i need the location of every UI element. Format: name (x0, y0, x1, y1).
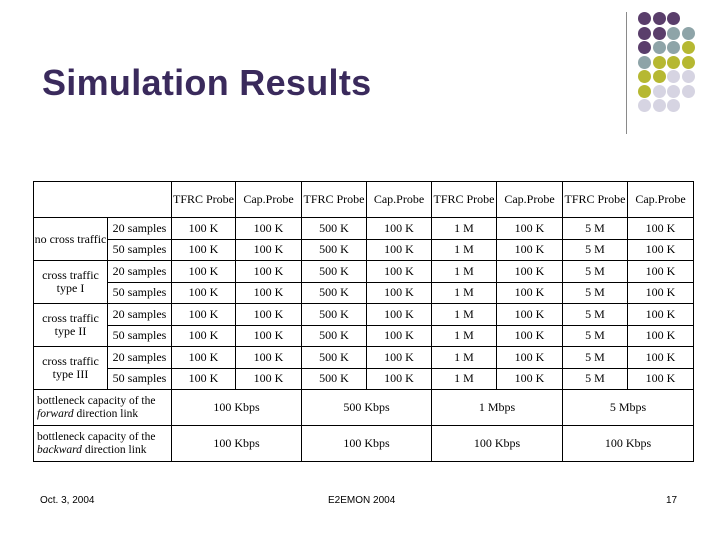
value-cell: 100 K (497, 261, 563, 283)
value-cell: 100 K (172, 282, 236, 304)
value-cell: 5 M (563, 261, 628, 283)
decorative-dot (638, 12, 651, 25)
decorative-dot (667, 85, 680, 98)
table-row (34, 325, 694, 347)
column-header: Cap.Probe (236, 182, 302, 218)
decorative-dot (653, 12, 666, 25)
decorative-dot (638, 27, 651, 40)
value-cell: 5 M (563, 325, 628, 347)
value-cell: 100 K (628, 239, 694, 261)
value-cell: 100 K (172, 304, 236, 326)
decorative-dot (667, 56, 680, 69)
value-cell: 500 K (302, 218, 367, 240)
sample-count-cell: 50 samples (108, 325, 172, 347)
value-cell: 100 K (236, 304, 302, 326)
decorative-dot (638, 85, 651, 98)
decorative-dot (682, 85, 695, 98)
bottleneck-row (34, 426, 694, 462)
decorative-dot (653, 27, 666, 40)
value-cell: 5 M (563, 347, 628, 369)
decorative-dot (682, 70, 695, 83)
row-group-label: no cross traffic (34, 218, 108, 261)
bottleneck-label-prefix: bottleneck capacity of the (37, 430, 156, 443)
value-cell: 1 M (432, 304, 497, 326)
bottleneck-value: 100 Kbps (432, 426, 563, 462)
column-header: TFRC Probe (432, 182, 497, 218)
table-row (34, 347, 694, 369)
column-header: Cap.Probe (628, 182, 694, 218)
decorative-dot (653, 99, 666, 112)
bottleneck-value: 1 Mbps (432, 390, 563, 426)
value-cell: 100 K (172, 325, 236, 347)
decorative-dot (638, 41, 651, 54)
value-cell: 100 K (628, 218, 694, 240)
decorative-dot (667, 70, 680, 83)
value-cell: 5 M (563, 368, 628, 390)
table-row (34, 261, 694, 283)
column-header: Cap.Probe (367, 182, 432, 218)
row-group-label: cross traffic type I (34, 261, 108, 304)
bottleneck-label-prefix: bottleneck capacity of the (37, 394, 156, 407)
value-cell: 100 K (172, 368, 236, 390)
value-cell: 100 K (497, 239, 563, 261)
value-cell: 100 K (628, 304, 694, 326)
decorative-dot (653, 56, 666, 69)
value-cell: 100 K (236, 218, 302, 240)
value-cell: 100 K (497, 282, 563, 304)
value-cell: 100 K (497, 325, 563, 347)
value-cell: 1 M (432, 347, 497, 369)
column-header: TFRC Probe (302, 182, 367, 218)
value-cell: 100 K (236, 282, 302, 304)
value-cell: 500 K (302, 261, 367, 283)
value-cell: 100 K (172, 239, 236, 261)
value-cell: 100 K (236, 368, 302, 390)
bottleneck-direction: backward (37, 443, 82, 456)
value-cell: 100 K (628, 261, 694, 283)
value-cell: 1 M (432, 261, 497, 283)
bottleneck-label-suffix: direction link (81, 443, 147, 456)
bottleneck-row (34, 390, 694, 426)
value-cell: 100 K (367, 261, 432, 283)
row-group-label: cross traffic type II (34, 304, 108, 347)
value-cell: 100 K (236, 239, 302, 261)
value-cell: 100 K (367, 304, 432, 326)
bottleneck-label-suffix: direction link (73, 407, 139, 420)
bottleneck-direction: forward (37, 407, 74, 420)
value-cell: 100 K (367, 282, 432, 304)
value-cell: 1 M (432, 368, 497, 390)
bottleneck-label (34, 390, 172, 426)
footer-date: Oct. 3, 2004 (40, 495, 95, 506)
bottleneck-value: 100 Kbps (172, 426, 302, 462)
value-cell: 100 K (497, 218, 563, 240)
value-cell: 100 K (628, 325, 694, 347)
table-row (34, 282, 694, 304)
sample-count-cell: 20 samples (108, 261, 172, 283)
row-group-label: cross traffic type III (34, 347, 108, 390)
header-blank-cell (34, 182, 172, 218)
value-cell: 1 M (432, 239, 497, 261)
value-cell: 5 M (563, 218, 628, 240)
decorative-dot (667, 41, 680, 54)
value-cell: 100 K (172, 347, 236, 369)
table-row (34, 239, 694, 261)
value-cell: 100 K (628, 347, 694, 369)
value-cell: 100 K (497, 368, 563, 390)
column-header: TFRC Probe (172, 182, 236, 218)
value-cell: 100 K (236, 347, 302, 369)
table-row (34, 218, 694, 240)
page-number: 17 (666, 495, 678, 506)
value-cell: 100 K (367, 347, 432, 369)
value-cell: 500 K (302, 304, 367, 326)
sample-count-cell: 20 samples (108, 218, 172, 240)
decorative-dot (682, 56, 695, 69)
decorative-dot (653, 41, 666, 54)
sample-count-cell: 20 samples (108, 347, 172, 369)
decorative-dot (638, 70, 651, 83)
value-cell: 100 K (367, 218, 432, 240)
decorative-dot (638, 56, 651, 69)
value-cell: 500 K (302, 325, 367, 347)
value-cell: 1 M (432, 282, 497, 304)
value-cell: 100 K (367, 325, 432, 347)
bottleneck-value: 500 Kbps (302, 390, 432, 426)
decorative-dot (667, 12, 680, 25)
value-cell: 5 M (563, 304, 628, 326)
results-table (33, 181, 694, 462)
sample-count-cell: 50 samples (108, 239, 172, 261)
decorative-dot (653, 70, 666, 83)
value-cell: 5 M (563, 282, 628, 304)
sample-count-cell: 50 samples (108, 282, 172, 304)
column-header: TFRC Probe (563, 182, 628, 218)
value-cell: 100 K (172, 218, 236, 240)
footer-conference: E2EMON 2004 (328, 495, 396, 506)
decorative-dot (667, 27, 680, 40)
bottleneck-value: 100 Kbps (563, 426, 694, 462)
bottleneck-value: 100 Kbps (172, 390, 302, 426)
value-cell: 500 K (302, 282, 367, 304)
decorative-dot (682, 41, 695, 54)
table-row (34, 368, 694, 390)
value-cell: 100 K (172, 261, 236, 283)
bottleneck-label (34, 426, 172, 462)
decorative-dot (638, 99, 651, 112)
value-cell: 100 K (236, 261, 302, 283)
value-cell: 500 K (302, 368, 367, 390)
value-cell: 5 M (563, 239, 628, 261)
sample-count-cell: 50 samples (108, 368, 172, 390)
value-cell: 1 M (432, 325, 497, 347)
divider-line (626, 12, 627, 134)
sample-count-cell: 20 samples (108, 304, 172, 326)
slide-title: Simulation Results (42, 62, 372, 103)
column-header: Cap.Probe (497, 182, 563, 218)
value-cell: 100 K (367, 239, 432, 261)
value-cell: 100 K (628, 282, 694, 304)
table-header-row (34, 182, 694, 218)
value-cell: 1 M (432, 218, 497, 240)
value-cell: 100 K (497, 347, 563, 369)
bottleneck-value: 100 Kbps (302, 426, 432, 462)
value-cell: 100 K (367, 368, 432, 390)
value-cell: 500 K (302, 347, 367, 369)
value-cell: 100 K (236, 325, 302, 347)
decorative-dot (682, 27, 695, 40)
value-cell: 100 K (628, 368, 694, 390)
value-cell: 500 K (302, 239, 367, 261)
bottleneck-value: 5 Mbps (563, 390, 694, 426)
table-row (34, 304, 694, 326)
decorative-dot (653, 85, 666, 98)
value-cell: 100 K (497, 304, 563, 326)
decorative-dot (667, 99, 680, 112)
